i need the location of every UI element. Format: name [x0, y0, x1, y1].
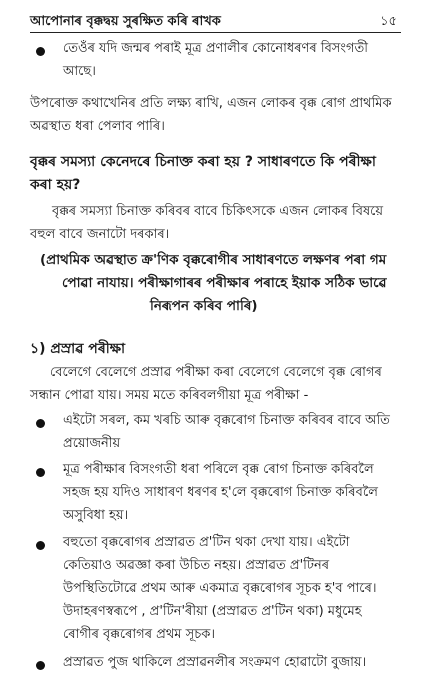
bullet-text: আছে।: [63, 64, 96, 79]
bullet-text: উদাহৰণস্বৰূপে , প্ৰ'টিন'ৰীয়া (প্ৰস্ৰাৱত প্ৰ'টিন থকা) মধুমেহ: [63, 604, 362, 619]
note-line: নিৰূপন কৰিব পাৰি): [150, 298, 258, 314]
bullet-text: প্ৰয়োজনীয়: [63, 436, 121, 451]
running-header: [30, 12, 401, 33]
bullet-text: এইটো সৰল, কম খৰচি আৰু বৃক্কৰোগ চিনাক্ত কৰিবৰ বাবে অতি: [63, 413, 390, 428]
bullet-text: বহুতো বৃক্কৰোগৰ প্ৰস্ৰাৱত প্ৰ'টিন থকা দেখা যায়। এইটো: [63, 535, 350, 550]
paragraph-line: বেলেগে বেলেগে প্ৰস্ৰাৱ পৰীক্ষা কৰা বেলেগে বেলেগে বৃক্ক ৰোগৰ: [50, 365, 382, 380]
bullet-text: তেওঁৰ যদি জন্মৰ পৰাই মূত্ৰ প্ৰণালীৰ কোনোধৰণৰ বিসংগতী: [63, 41, 368, 56]
bullet-marker: [36, 541, 45, 550]
bullet-text: অসুবিধা হয়।: [63, 508, 129, 523]
paragraph-line: উপৰোক্ত কথাখেনিৰ প্ৰতি লক্ষ্য ৰাখি, এজন লোকৰ বৃক্ক ৰোগ প্ৰাথমিক: [30, 96, 392, 111]
note-line: (প্ৰাথমিক অৱস্থাত ক্ৰ'ণিক বৃক্কৰোগীৰ সাধাৰণতে লক্ষণৰ পৰা গম: [40, 252, 387, 268]
bullet-text: কেতিয়াও অৱজ্ঞা কৰা উচিত নহয়। প্ৰস্ৰাৱত প্ৰ'টিনৰ: [63, 558, 330, 573]
note-line: পোৱা নাযায়। পৰীক্ষাগাৰৰ পৰীক্ষাৰ পৰাহে ইয়াক সঠিক ভাৱে: [62, 275, 387, 291]
question-heading: বৃক্কৰ সমস্যা কেনেদৰে চিনাক্ত কৰা হয় ? সাধাৰণতে কি পৰীক্ষা: [30, 154, 376, 170]
bullet-text: ৰোগীৰ বৃক্কৰোগৰ প্ৰথম সূচক।: [63, 627, 215, 642]
paragraph-line: সন্ধান পোৱা যায়। সময় মতে কৰিবলগীয়া মূত্ৰ পৰীক্ষা -: [30, 388, 309, 403]
bullet-text: উপস্থিতিটোৱে প্ৰথম আৰু একমাত্ৰ বৃক্কৰোগৰ সূচক হ'ব পাৰে।: [63, 581, 377, 596]
bullet-marker: [36, 419, 45, 428]
bullet-text: প্ৰস্ৰাৱত পুজ থাকিলে প্ৰস্ৰাৱনলীৰ সংক্ৰমণ হোৱাটো বুজায়।: [63, 655, 367, 670]
bullet-text: মূত্ৰ পৰীক্ষাৰ বিসংগতী ধৰা পৰিলে বৃক্ক ৰোগ চিনাক্ত কৰিবলৈ: [63, 462, 374, 477]
bullet-marker: [36, 468, 45, 477]
bullet-text: সহজ হয় যদিও সাধাৰণ ধৰণৰ হ'লে বৃক্কৰোগ চিনাক্ত কৰিবলৈ: [63, 485, 378, 500]
header-title: আপোনাৰ বৃক্কদ্বয় সুৰক্ষিত কৰি ৰাখক: [30, 14, 221, 29]
paragraph-line: বহুল বাবে জনাটো দৰকাৰ।: [30, 227, 170, 242]
bullet-marker: [36, 661, 45, 670]
question-heading: কৰা হয়?: [30, 177, 81, 193]
paragraph-line: অৱস্থাত ধৰা পেলাব পাৰি।: [30, 119, 165, 134]
section-heading: ১) প্ৰস্ৰাৱ পৰীক্ষা: [30, 341, 126, 357]
paragraph-line: বৃক্কৰ সমস্যা চিনাক্ত কৰিবৰ বাবে চিকিৎসকে এজন লোকৰ বিষয়ে: [52, 204, 383, 219]
bullet-marker: [36, 47, 45, 56]
page-number: ১৫: [380, 14, 397, 29]
